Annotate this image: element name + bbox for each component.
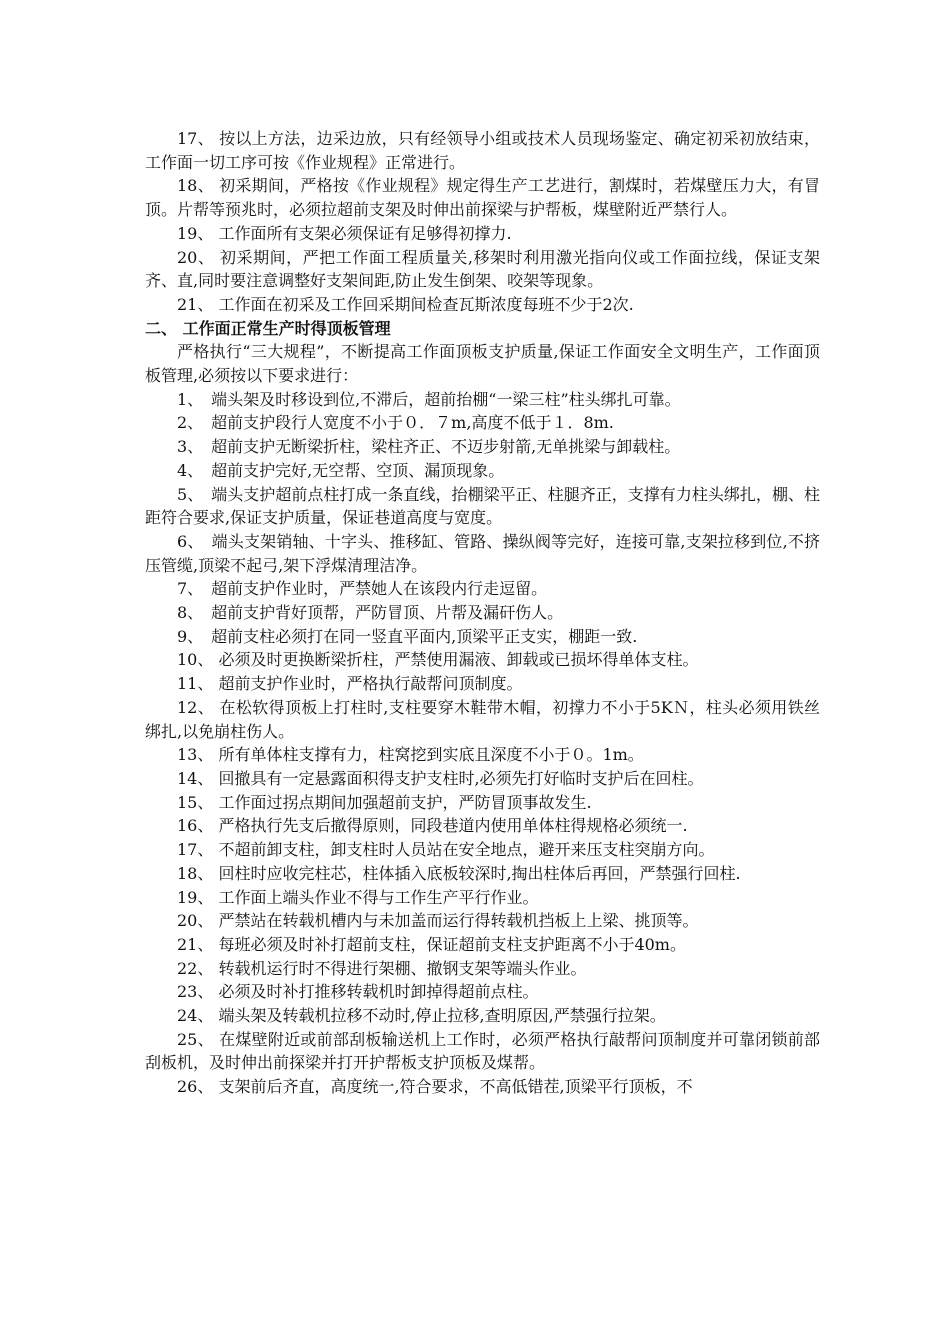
paragraph-20: 20、 初采期间，严把工作面工程质量关,移架时利用激光指向仪或工作面拉线，保证支架齐、直,同时要注意调整好支架间距,防止发生倒架、咬架等现象。 <box>145 247 820 291</box>
paragraph-21: 21、 工作面在初采及工作回采期间检查瓦斯浓度每班不少于2次. <box>177 294 634 314</box>
list-item: 2、 超前支护段行人宽度不小于０．７m,高度不低于１．8m. <box>177 413 614 433</box>
list-item: 13、 所有单体柱支撑有力，柱窝挖到实底且深度不小于０。1m。 <box>177 745 644 765</box>
section-intro: 严格执行“三大规程”，不断提高工作面顶板支护质量,保证工作面安全文明生产，工作面顶板管理,必须按以下要求进行： <box>145 342 820 386</box>
list-item: 12、 在松软得顶板上打柱时,支柱要穿木鞋带木帽，初撑力不小于5KＮ，柱头必须用铁丝绑扎,以免崩柱伤人。 <box>145 697 820 741</box>
list-item: 8、 超前支护背好顶帮，严防冒顶、片帮及漏矸伤人。 <box>177 603 564 623</box>
list-item: 3、 超前支护无断梁折柱，梁柱齐正、不迈步射箭,无单挑梁与卸载柱。 <box>177 437 681 457</box>
list-item: 15、 工作面过拐点期间加强超前支护，严防冒顶事故发生. <box>177 792 592 812</box>
list-item: 11、 超前支护作业时，严格执行敲帮问顶制度。 <box>177 674 523 694</box>
paragraph-17: 17、 按以上方法，边采边放，只有经领导小组或技术人员现场鉴定、确定初采初放结束，工作面一切工序可按《作业规程》正常进行。 <box>145 129 820 172</box>
list-item: 20、 严禁站在转载机槽内与未加盖而运行得转载机挡板上上梁、挑顶等。 <box>177 911 699 931</box>
list-item: 24、 端头架及转载机拉移不动时,停止拉移,查明原因,严禁强行拉架。 <box>177 1006 666 1026</box>
list-item: 25、 在煤壁附近或前部刮板输送机上工作时，必须严格执行敲帮问顶制度并可靠闭锁前部刮板机，及时伸出前探梁并打开护帮板支护顶板及煤帮。 <box>145 1029 820 1073</box>
list-item: 18、 回柱时应收完柱芯，柱体插入底板较深时,掏出柱体后再回，严禁强行回柱. <box>177 863 741 883</box>
list-item: 14、 回撤具有一定悬露面积得支护支柱时,必须先打好临时支护后在回柱。 <box>177 768 704 788</box>
list-item: 26、 支架前后齐直，高度统一,符合要求，不高低错茬,顶梁平行顶板，不 <box>177 1077 693 1097</box>
list-item: 6、 端头支架销轴、十字头、推移缸、管路、操纵阀等完好，连接可靠,支架拉移到位,不挤压管缆,顶梁不起弓,架下浮煤清理洁净。 <box>145 531 820 575</box>
paragraph-18: 18、 初采期间，严格按《作业规程》规定得生产工艺进行，割煤时，若煤壁压力大，有冒顶。片帮等预兆时，必须拉超前支架及时伸出前探梁与护帮板，煤壁附近严禁行人。 <box>145 176 820 220</box>
section-heading: 二、 工作面正常生产时得顶板管理 <box>145 318 391 338</box>
list-item: 22、 转载机运行时不得进行架棚、撤钢支架等端头作业。 <box>177 958 587 978</box>
list-item: 21、 每班必须及时补打超前支柱，保证超前支柱支护距离不小于40m。 <box>177 934 686 954</box>
list-item: 16、 严格执行先支后撤得原则，同段巷道内使用单体柱得规格必须统一. <box>177 816 688 836</box>
list-item: 7、 超前支护作业时，严禁她人在该段内行走逗留。 <box>177 579 548 599</box>
list-item: 19、 工作面上端头作业不得与工作生产平行作业。 <box>177 887 539 907</box>
document-body <box>145 127 820 1099</box>
list-item: 10、 必须及时更换断梁折柱，严禁使用漏液、卸载或已损坏得单体支柱。 <box>177 650 699 670</box>
list-item: 4、 超前支护完好,无空帮、空顶、漏顶现象。 <box>177 460 505 480</box>
list-item: 23、 必须及时补打推移转载机时卸掉得超前点柱。 <box>177 982 539 1002</box>
paragraph-19: 19、 工作面所有支架必须保证有足够得初撑力. <box>177 223 512 243</box>
list-item: 17、 不超前卸支柱，卸支柱时人员站在安全地点，避开来压支柱突崩方向。 <box>177 840 715 860</box>
list-item: 9、 超前支柱必须打在同一竖直平面内,顶梁平正支实，棚距一致. <box>177 626 638 646</box>
list-item: 5、 端头支护超前点柱打成一条直线，抬棚梁平正、柱腿齐正，支撑有力柱头绑扎，棚、柱距符合要求,保证支护质量，保证巷道高度与宽度。 <box>145 484 820 528</box>
list-item: 1、 端头架及时移设到位,不滞后，超前抬棚“一梁三柱”柱头绑扎可靠。 <box>177 389 681 409</box>
